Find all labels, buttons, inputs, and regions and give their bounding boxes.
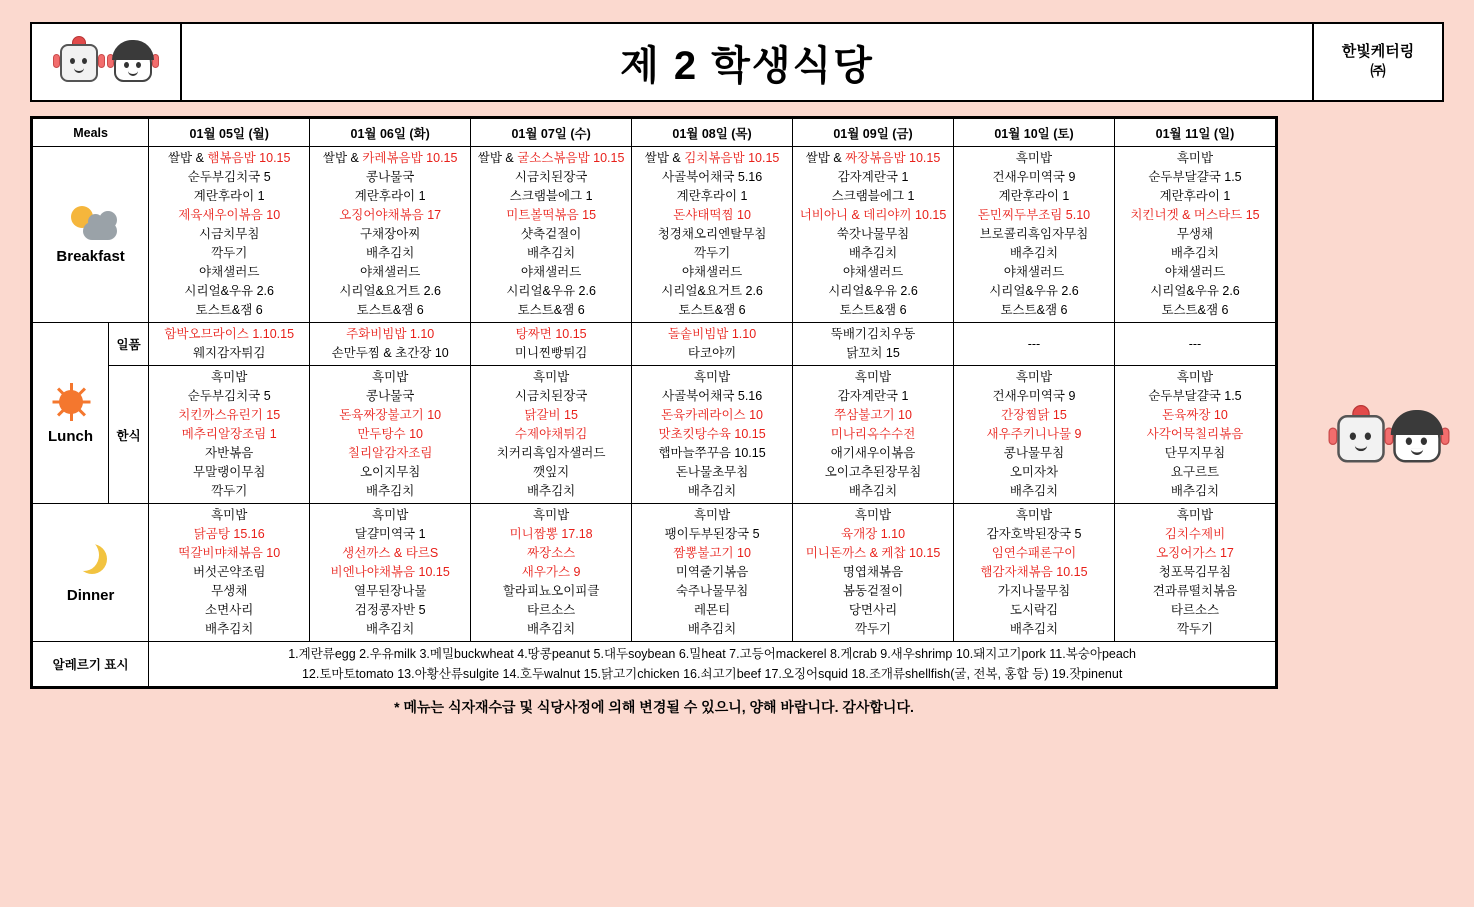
menu-item: 생선까스 & 타르S: [342, 546, 439, 560]
menu-item: 도시락김: [1009, 603, 1059, 617]
menu-item: 야채샐러드: [842, 265, 904, 279]
menu-item: 짜장소스: [526, 546, 576, 560]
menu-item: 할라피뇨오이피클: [502, 584, 600, 598]
menu-item: 가지나물무침: [997, 584, 1071, 598]
menu-item: 제육새우이볶음 10: [178, 208, 281, 222]
sun-cloud-icon: [65, 204, 117, 242]
menu-item: 타코야끼: [687, 346, 737, 360]
menu-item: 흑미밥: [1015, 151, 1053, 165]
menu-item: 애기새우이볶음: [830, 446, 916, 460]
menu-item: 배추김치: [1009, 246, 1059, 260]
meal-label-dinner: Dinner: [33, 504, 149, 642]
menu-item: 햄감자채볶음 10.15: [980, 565, 1088, 579]
menu-item: 함박오므라이스 1.10.15: [164, 327, 295, 341]
menu-item: 계란후라이 1: [354, 189, 426, 203]
menu-item: 시리얼&우유 2.6: [184, 284, 274, 298]
menu-item: 배추김치: [687, 622, 737, 636]
menu-item: 단무지무침: [1164, 446, 1226, 460]
breakfast-cell-2: [471, 147, 632, 323]
menu-item: 배추김치: [205, 622, 254, 636]
dinner-cell-3: [632, 504, 793, 642]
allergy-line-1: 1.계란류egg 2.우유milk 3.메밀buckwheat 4.땅콩peanut 5.대두soybean 6.밀heat 7.고등어mackerel 8.게crab 9.새우shrimp 10.돼지고기pork 11.복숭아peach: [288, 647, 1137, 661]
menu-item: 배추김치: [1170, 484, 1220, 498]
menu-item: 미니찐빵튀김: [514, 346, 588, 360]
menu-item: 깻잎지: [533, 465, 570, 479]
menu-item: 순두부달걀국 1.5: [1148, 170, 1242, 184]
menu-item: 흑미밥: [693, 508, 731, 522]
menu-item: 콩나물국: [366, 389, 415, 403]
mascot-robot-icon: [56, 36, 102, 88]
menu-item: 계란후라이 1: [193, 189, 265, 203]
menu-item: 배추김치: [1009, 622, 1059, 636]
menu-body: [33, 147, 1276, 642]
lunch-ilpum-cell-0: [149, 323, 310, 366]
menu-item: 명엽채볶음: [842, 565, 904, 579]
breakfast-cell-6: [1114, 147, 1275, 323]
menu-item: 브로콜리흑임자무침: [979, 227, 1089, 241]
allergy-text: [149, 642, 1276, 687]
menu-item: 쌀밥 & 짜장볶음밥 10.15: [805, 151, 941, 165]
menu-item: 계란후라이 1: [1159, 189, 1231, 203]
menu-item: 버섯곤약조림: [192, 565, 266, 579]
menu-item: 시리얼&요거트 2.6: [339, 284, 441, 298]
menu-item: 배추김치: [1170, 246, 1220, 260]
date-header-4: 01월 09일 (금): [793, 119, 954, 147]
menu-item: 새우가스 9: [521, 565, 581, 579]
lunch-hansik-cell-5: [954, 366, 1115, 504]
meal-row-lunch-ilpum: [33, 323, 1276, 366]
date-header-2: 01월 07일 (수): [471, 119, 632, 147]
menu-item: 흑미밥: [372, 370, 409, 384]
menu-item: 감자계란국 1: [837, 170, 909, 184]
menu-item: 흑미밥: [372, 508, 409, 522]
menu-item: 스크램블에그 1: [831, 189, 915, 203]
dinner-cell-0: [149, 504, 310, 642]
breakfast-cell-0: [149, 147, 310, 323]
menu-item: 타르소스: [526, 603, 576, 617]
menu-item: 흑미밥: [854, 370, 892, 384]
dinner-cell-2: [471, 504, 632, 642]
menu-item: 콩나물국: [366, 170, 415, 184]
menu-item: 청포묵김무침: [1158, 565, 1232, 579]
menu-item: 햅마늘쭈꾸음 10.15: [658, 446, 766, 460]
menu-item: 메추리알장조림 1: [181, 427, 277, 441]
lunch-sub-hansik: 한식: [109, 366, 149, 504]
menu-item: 계란후라이 1: [998, 189, 1070, 203]
menu-item: 흑미밥: [533, 508, 570, 522]
dinner-cell-4: [793, 504, 954, 642]
menu-item: 무말랭이무침: [192, 465, 266, 479]
brand-line-2: ㈜: [1370, 63, 1386, 80]
menu-item: 감자계란국 1: [837, 389, 909, 403]
menu-item: 야채샐러드: [1003, 265, 1065, 279]
menu-item: 야채샐러드: [520, 265, 582, 279]
poster-header: [30, 22, 1444, 102]
menu-item: 돌솥비빔밥 1.10: [667, 327, 757, 341]
menu-item: 떡갈비먀채볶음 10: [178, 546, 281, 560]
page-title: 제 2 학생식당: [182, 24, 1314, 100]
menu-item: 닭갈비 15: [524, 408, 578, 422]
meal-label-lunch: Lunch: [33, 323, 109, 504]
menu-item: 탕짜면 10.15: [515, 327, 587, 341]
mascot-girl-icon: [110, 36, 156, 88]
table-header-row: [33, 119, 1276, 147]
menu-item: 맛초킷탕수육 10.15: [658, 427, 766, 441]
menu-item: 시리얼&요거트 2.6: [661, 284, 763, 298]
menu-item: 흑미밥: [1176, 508, 1214, 522]
lunch-hansik-cell-6: [1114, 366, 1275, 504]
menu-item: 토스트&잼 6: [195, 303, 263, 317]
menu-item: 사골북어채국 5.16: [661, 170, 763, 184]
footer-note: * 메뉴는 식자재수급 및 식당사정에 의해 변경될 수 있으니, 양해 바랍니다. 감사합니다.: [394, 699, 914, 715]
menu-item: 감자호박된장국 5: [986, 527, 1082, 541]
menu-item: 김치수제비: [1164, 527, 1226, 541]
menu-item: 건새우미역국 9: [992, 389, 1076, 403]
dinner-cell-1: [310, 504, 471, 642]
menu-item: 쌀밥 & 굴소스볶음밥 10.15: [477, 151, 625, 165]
menu-item: 무생채: [1176, 227, 1214, 241]
menu-item: 흑미밥: [854, 508, 892, 522]
lunch-ilpum-cell-5: [954, 323, 1115, 366]
menu-item: 흑미밥: [693, 370, 731, 384]
lunch-hansik-cell-2: [471, 366, 632, 504]
menu-item: 치킨까스유린기 15: [178, 408, 281, 422]
breakfast-cell-5: [954, 147, 1115, 323]
dinner-cell-5: [954, 504, 1115, 642]
menu-item: 토스트&잼 6: [517, 303, 585, 317]
lunch-ilpum-cell-4: [793, 323, 954, 366]
menu-item: 자반볶음: [205, 446, 254, 460]
lunch-sub-ilpum: 일품: [109, 323, 149, 366]
menu-item: 짬뽕불고기 10: [673, 546, 751, 560]
date-header-1: 01월 06일 (화): [310, 119, 471, 147]
meal-row-breakfast: [33, 147, 1276, 323]
meals-header: Meals: [33, 119, 149, 147]
allergy-label: 알레르기 표시: [33, 642, 149, 687]
date-header-3: 01월 08일 (목): [632, 119, 793, 147]
menu-item: 흑미밥: [211, 508, 248, 522]
menu-item: 당면사리: [848, 603, 898, 617]
meal-label-breakfast: Breakfast: [33, 147, 149, 323]
menu-item: 토스트&잼 6: [1000, 303, 1068, 317]
menu-item: 배추김치: [526, 484, 576, 498]
mascot-robot-side-icon: [1332, 405, 1390, 470]
date-header-0: 01월 05일 (월): [149, 119, 310, 147]
menu-item: 토스트&잼 6: [678, 303, 746, 317]
menu-item: 배추김치: [366, 246, 415, 260]
menu-item: 너비아니 & 데리야끼 10.15: [799, 208, 947, 222]
menu-item: 토스트&잼 6: [839, 303, 907, 317]
menu-item: 스크램블에그 1: [509, 189, 593, 203]
menu-item: 돈육짜장 10: [1162, 408, 1228, 422]
menu-item: 구채장아찌: [359, 227, 421, 241]
logo-area: [32, 24, 182, 100]
menu-item: 배추김치: [366, 484, 415, 498]
brand-name: [1314, 24, 1442, 100]
menu-item: 미트볼떡볶음 15: [506, 208, 597, 222]
menu-item: 미나리옥수수전: [830, 427, 916, 441]
menu-item: 순두부달걀국 1.5: [1148, 389, 1242, 403]
date-header-6: 01월 11일 (일): [1114, 119, 1275, 147]
menu-item: 계란후라이 1: [676, 189, 748, 203]
menu-item: 배추김치: [848, 246, 898, 260]
menu-item: 흑미밥: [533, 370, 570, 384]
menu-item: 사골북어채국 5.16: [661, 389, 763, 403]
menu-item: 미니돈까스 & 케찹 10.15: [805, 546, 941, 560]
menu-item: 쌀밥 & 햄볶음밥 10.15: [167, 151, 291, 165]
menu-item: 돈육짜장불고기 10: [339, 408, 442, 422]
lunch-hansik-cell-0: [149, 366, 310, 504]
menu-item: 임연수패론구이: [991, 546, 1077, 560]
menu-item: 레몬티: [693, 603, 731, 617]
menu-item: 손만두찜 & 초간장 10: [331, 346, 449, 360]
menu-item: ---: [1027, 336, 1041, 351]
menu-item: 쭈삼불고기 10: [834, 408, 912, 422]
menu-item: 시금치된장국: [514, 170, 588, 184]
menu-item: 주화비빔밥 1.10: [346, 327, 435, 341]
lunch-hansik-cell-3: [632, 366, 793, 504]
menu-item: 흑미밥: [1015, 508, 1053, 522]
menu-item: 치킨너겟 & 머스타드 15: [1130, 208, 1260, 222]
menu-item: 시리얼&우유 2.6: [1150, 284, 1240, 298]
menu-item: 야채샐러드: [199, 265, 260, 279]
menu-item: 오징어가스 17: [1156, 546, 1234, 560]
lunch-ilpum-cell-6: [1114, 323, 1275, 366]
menu-item: 흑미밥: [1176, 151, 1214, 165]
breakfast-cell-1: [310, 147, 471, 323]
menu-item: 야채샐러드: [1164, 265, 1226, 279]
menu-item: 요구르트: [1170, 465, 1220, 479]
menu-item: 칠리알감자조림: [347, 446, 433, 460]
menu-item: 견과류떨치볶음: [1152, 584, 1238, 598]
menu-item: 돈민찌두부조림 5.10: [977, 208, 1091, 222]
menu-item: 깍두기: [211, 484, 248, 498]
menu-item: 봄동겉절이: [842, 584, 904, 598]
menu-item: 배추김치: [1009, 484, 1059, 498]
lunch-ilpum-cell-3: [632, 323, 793, 366]
menu-item: 배추김치: [366, 622, 415, 636]
menu-item: 열무된장나물: [353, 584, 427, 598]
menu-item: 사각어묵칠리볶음: [1146, 427, 1244, 441]
menu-item: 토스트&잼 6: [356, 303, 424, 317]
menu-item: 치커리흑임자샐러드: [496, 446, 606, 460]
menu-item: 돈샤태떡찜 10: [673, 208, 751, 222]
menu-item: 오이고추된장무침: [824, 465, 922, 479]
lunch-ilpum-cell-1: [310, 323, 471, 366]
menu-item: 검정콩자반 5: [354, 603, 426, 617]
menu-item: 야채샐러드: [681, 265, 743, 279]
menu-item: 수제야채튀김: [514, 427, 588, 441]
menu-item: 흑미밥: [1176, 370, 1214, 384]
side-mascot-group: [1338, 418, 1440, 470]
menu-item: 쌀밥 & 김치볶음밥 10.15: [644, 151, 780, 165]
menu-item: 흑미밥: [1015, 370, 1053, 384]
menu-item: 청경채오리엔탈무침: [657, 227, 767, 241]
breakfast-cell-3: [632, 147, 793, 323]
mascot-girl-side-icon: [1388, 405, 1446, 470]
brand-line-1: 한빛케터링: [1341, 42, 1415, 60]
menu-item: 시금치된장국: [514, 389, 588, 403]
menu-item: 미니짬뽕 17.18: [509, 527, 593, 541]
menu-item: 시금치무침: [199, 227, 260, 241]
menu-item: 깍두기: [1176, 622, 1214, 636]
allergy-line-2: 12.토마토tomato 13.아황산류sulgite 14.호두walnut 15.닭고기chicken 16.쇠고기beef 17.오징어squid 18.조개류shellfish(굴, 전복, 홍합 등) 19.잣pinenut: [301, 667, 1123, 681]
menu-item: 건새우미역국 9: [992, 170, 1076, 184]
menu-item: 배추김치: [526, 246, 576, 260]
menu-item: 달걀미역국 1: [354, 527, 426, 541]
dinner-cell-6: [1114, 504, 1275, 642]
menu-item: 배추김치: [687, 484, 737, 498]
menu-item: 깍두기: [854, 622, 892, 636]
lunch-hansik-cell-4: [793, 366, 954, 504]
lunch-ilpum-cell-2: [471, 323, 632, 366]
menu-item: 돈육카레라이스 10: [661, 408, 764, 422]
menu-item: 팽이두부된장국 5: [664, 527, 760, 541]
menu-item: 깍두기: [211, 246, 248, 260]
date-header-5: 01월 10일 (토): [954, 119, 1115, 147]
menu-item: 새우주키니나물 9: [986, 427, 1082, 441]
menu-item: 뚝배기김치우동: [830, 327, 916, 341]
menu-item: 만두탕수 10: [357, 427, 423, 441]
menu-item: 돈나물초무침: [675, 465, 749, 479]
menu-item: 쑥갓나물무침: [836, 227, 910, 241]
menu-item: 무생채: [211, 584, 248, 598]
breakfast-cell-4: [793, 147, 954, 323]
menu-item: ---: [1188, 336, 1202, 351]
menu-item: 닭꼬치 15: [846, 346, 900, 360]
menu-item: 야채샐러드: [359, 265, 421, 279]
lunch-hansik-cell-1: [310, 366, 471, 504]
menu-item: 시리얼&우유 2.6: [506, 284, 596, 298]
menu-item: 콩나물무침: [1003, 446, 1065, 460]
menu-item: 비엔나야채볶음 10.15: [330, 565, 450, 579]
meal-row-lunch-hansik: [33, 366, 1276, 504]
menu-item: 깍두기: [693, 246, 731, 260]
menu-item: 쌀밥 & 카레볶음밥 10.15: [322, 151, 458, 165]
menu-item: 시리얼&우유 2.6: [828, 284, 918, 298]
menu-item: 오이지무침: [359, 465, 421, 479]
menu-item: 숙주나물무침: [675, 584, 749, 598]
menu-item: 순두부김치국 5: [187, 389, 271, 403]
menu-item: 샷축겉절이: [520, 227, 582, 241]
menu-item: 미역줄기볶음: [675, 565, 749, 579]
meal-row-dinner: [33, 504, 1276, 642]
menu-item: 토스트&잼 6: [1161, 303, 1229, 317]
menu-item: 타르소스: [1170, 603, 1220, 617]
menu-table-wrapper: [30, 116, 1278, 689]
menu-item: 시리얼&우유 2.6: [989, 284, 1079, 298]
menu-item: 오미자차: [1009, 465, 1059, 479]
moon-icon: [69, 541, 113, 581]
menu-item: 배추김치: [848, 484, 898, 498]
menu-item: 순두부김치국 5: [187, 170, 271, 184]
menu-item: 간장찜닭 15: [1001, 408, 1067, 422]
sun-icon: [51, 382, 91, 422]
menu-item: 오징어야채볶음 17: [339, 208, 442, 222]
menu-item: 웨지감자튀김: [192, 346, 266, 360]
menu-item: 배추김치: [526, 622, 576, 636]
menu-item: 소면사리: [205, 603, 254, 617]
menu-item: 육개장 1.10: [841, 527, 906, 541]
allergy-row: [33, 642, 1276, 687]
menu-item: 흑미밥: [211, 370, 248, 384]
weekly-menu-table: [32, 118, 1276, 687]
menu-item: 닭곰탕 15.16: [193, 527, 265, 541]
